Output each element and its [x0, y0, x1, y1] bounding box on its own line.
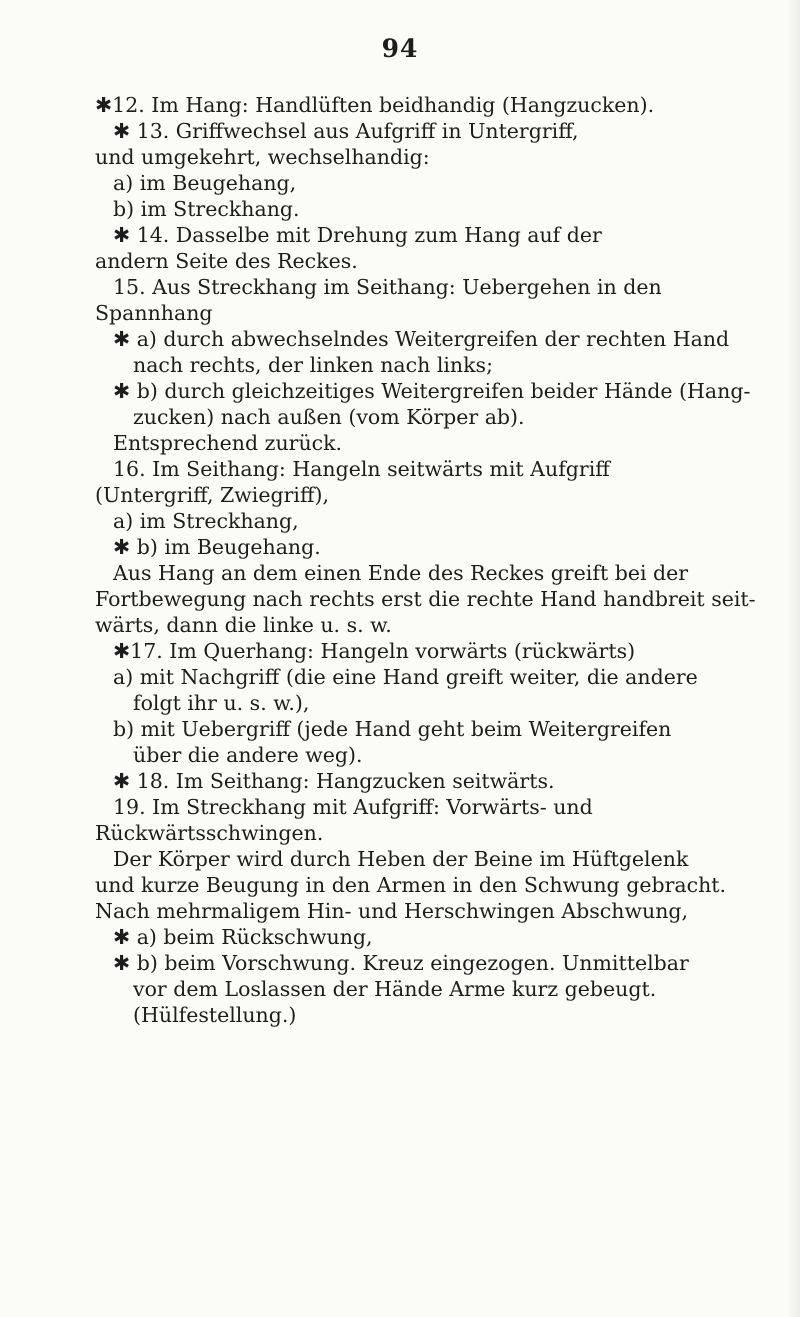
exercise-19-item-a: ✱ a) beim Rückschwung,: [113, 925, 373, 949]
exercise-16-item-b: ✱ b) im Beugehang.: [113, 535, 321, 559]
page-edge-shadow: [786, 0, 800, 1317]
exercise-13-heading: ✱ 13. Griffwechsel aus Aufgriff in Untergriff,: [113, 119, 579, 143]
exercise-16-note-2: Fortbewegung nach rechts erst die rechte Hand handbreit seit-: [95, 587, 756, 611]
exercise-19-item-b-cont-1: vor dem Loslassen der Hände Arme kurz gebeugt.: [133, 977, 657, 1001]
exercise-19-heading-cont: Rückwärtsschwingen.: [95, 821, 324, 845]
exercise-16-heading: 16. Im Seithang: Hangeln seitwärts mit Aufgriff: [113, 457, 610, 481]
exercise-15-item-a-cont: nach rechts, der linken nach links;: [133, 353, 493, 377]
exercise-19-note-2: und kurze Beugung in den Armen in den Schwung gebracht.: [95, 873, 727, 897]
exercise-19-heading: 19. Im Streckhang mit Aufgriff: Vorwärts- und: [113, 795, 593, 819]
exercise-18: ✱ 18. Im Seithang: Hangzucken seitwärts.: [113, 769, 555, 793]
exercise-19-item-b: ✱ b) beim Vorschwung. Kreuz eingezogen. Unmittelbar: [113, 951, 689, 975]
page-number: 94: [381, 34, 419, 63]
exercise-15-item-a: ✱ a) durch abwechselndes Weitergreifen der rechten Hand: [113, 327, 730, 351]
exercise-19-item-b-cont-2: (Hülfestellung.): [133, 1003, 297, 1027]
exercise-13-heading-cont: und umgekehrt, wechselhandig:: [95, 145, 430, 169]
page-body: [95, 92, 795, 1028]
exercise-16-heading-cont: (Untergriff, Zwiegriff),: [95, 483, 330, 507]
exercise-17-item-a-cont: folgt ihr u. s. w.),: [133, 691, 310, 715]
exercise-16-note-3: wärts, dann die linke u. s. w.: [95, 613, 392, 637]
exercise-17-heading: ✱17. Im Querhang: Hangeln vorwärts (rückwärts): [113, 639, 636, 663]
exercise-17-item-b: b) mit Uebergriff (jede Hand geht beim Weitergreifen: [113, 717, 672, 741]
exercise-15-note: Entsprechend zurück.: [113, 431, 343, 455]
exercise-15-item-b: ✱ b) durch gleichzeitiges Weitergreifen beider Hände (Hang-: [113, 379, 751, 403]
exercise-15-heading-cont: Spannhang: [95, 301, 213, 325]
exercise-14-heading-cont: andern Seite des Reckes.: [95, 249, 358, 273]
exercise-19-note-3: Nach mehrmaligem Hin- und Herschwingen Abschwung,: [95, 899, 689, 923]
exercise-14-heading: ✱ 14. Dasselbe mit Drehung zum Hang auf der: [113, 223, 602, 247]
exercise-19-note-1: Der Körper wird durch Heben der Beine im Hüftgelenk: [113, 847, 689, 871]
exercise-17-item-a: a) mit Nachgriff (die eine Hand greift weiter, die andere: [113, 665, 698, 689]
exercise-16-note-1: Aus Hang an dem einen Ende des Reckes greift bei der: [113, 561, 689, 585]
exercise-13-item-b: b) im Streckhang.: [113, 197, 300, 221]
exercise-17-item-b-cont: über die andere weg).: [133, 743, 363, 767]
exercise-15-item-b-cont: zucken) nach außen (vom Körper ab).: [133, 405, 525, 429]
exercise-15-heading: 15. Aus Streckhang im Seithang: Uebergehen in den: [113, 275, 662, 299]
exercise-12: ✱12. Im Hang: Handlüften beidhandig (Hangzucken).: [95, 93, 655, 117]
exercise-16-item-a: a) im Streckhang,: [113, 509, 299, 533]
exercise-13-item-a: a) im Beugehang,: [113, 171, 297, 195]
